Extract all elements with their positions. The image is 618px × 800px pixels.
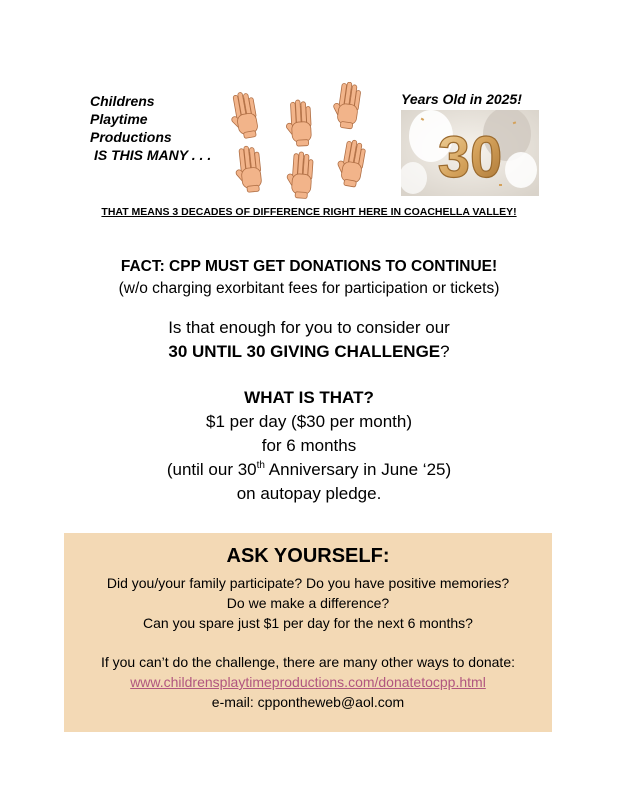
ask-title: ASK YOURSELF: (226, 545, 390, 567)
challenge-name-line (0, 340, 618, 364)
challenge-method: on autopay pledge. (236, 484, 382, 503)
donate-link[interactable]: www.childrensplaytimeproductions.com/donatetocpp.html (130, 674, 486, 690)
ask-question-3: Can you spare just $1 per day for the next 6 months? (143, 615, 473, 631)
org-name-block (90, 92, 211, 164)
challenge-until: (until our 30th Anniversary in June ‘25) (166, 460, 452, 479)
ask-yourself-box (64, 533, 552, 732)
ask-questions (64, 573, 552, 712)
fact-headline: FACT: CPP MUST GET DONATIONS TO CONTINUE! (120, 258, 498, 275)
raised-hand-icon (330, 82, 362, 129)
challenge-question: WHAT IS THAT? (244, 388, 374, 407)
ask-question-1: Did you/your family participate? Do you have positive memories? (106, 575, 510, 591)
org-name-line-2: Playtime (90, 111, 148, 127)
org-name-line-4: IS THIS MANY . . . (94, 147, 212, 163)
raised-hand-icon (228, 91, 260, 141)
years-old-caption: Years Old in 2025! (401, 91, 522, 107)
challenge-name-suffix: ? (440, 342, 450, 361)
org-name-line-3: Productions (90, 129, 172, 145)
raised-hand-icon (333, 138, 366, 188)
raised-hand-icon (232, 145, 263, 193)
fact-subline: (w/o charging exorbitant fees for participation or tickets) (118, 280, 500, 297)
org-name-line-1: Childrens (90, 93, 155, 109)
challenge-duration: for 6 months (261, 436, 357, 455)
challenge-amount: $1 per day ($30 per month) (205, 412, 412, 431)
challenge-section (0, 316, 618, 506)
balloon-number: 30 (437, 125, 503, 190)
ask-question-2: Do we make a difference? (226, 595, 390, 611)
decades-statement: THAT MEANS 3 DECADES OF DIFFERENCE RIGHT HERE IN COACHELLA VALLEY! (101, 206, 517, 218)
raised-hand-icon (284, 99, 312, 146)
challenge-intro: Is that enough for you to consider our (168, 318, 450, 337)
balloon-30-image (401, 110, 539, 196)
hands-illustration (228, 82, 378, 200)
raised-hand-icon (285, 151, 314, 199)
other-ways-text: If you can’t do the challenge, there are many other ways to donate: (100, 654, 516, 670)
email-contact[interactable]: e-mail: cppontheweb@aol.com (211, 694, 405, 710)
challenge-name: 30 UNTIL 30 GIVING CHALLENGE (168, 342, 441, 361)
